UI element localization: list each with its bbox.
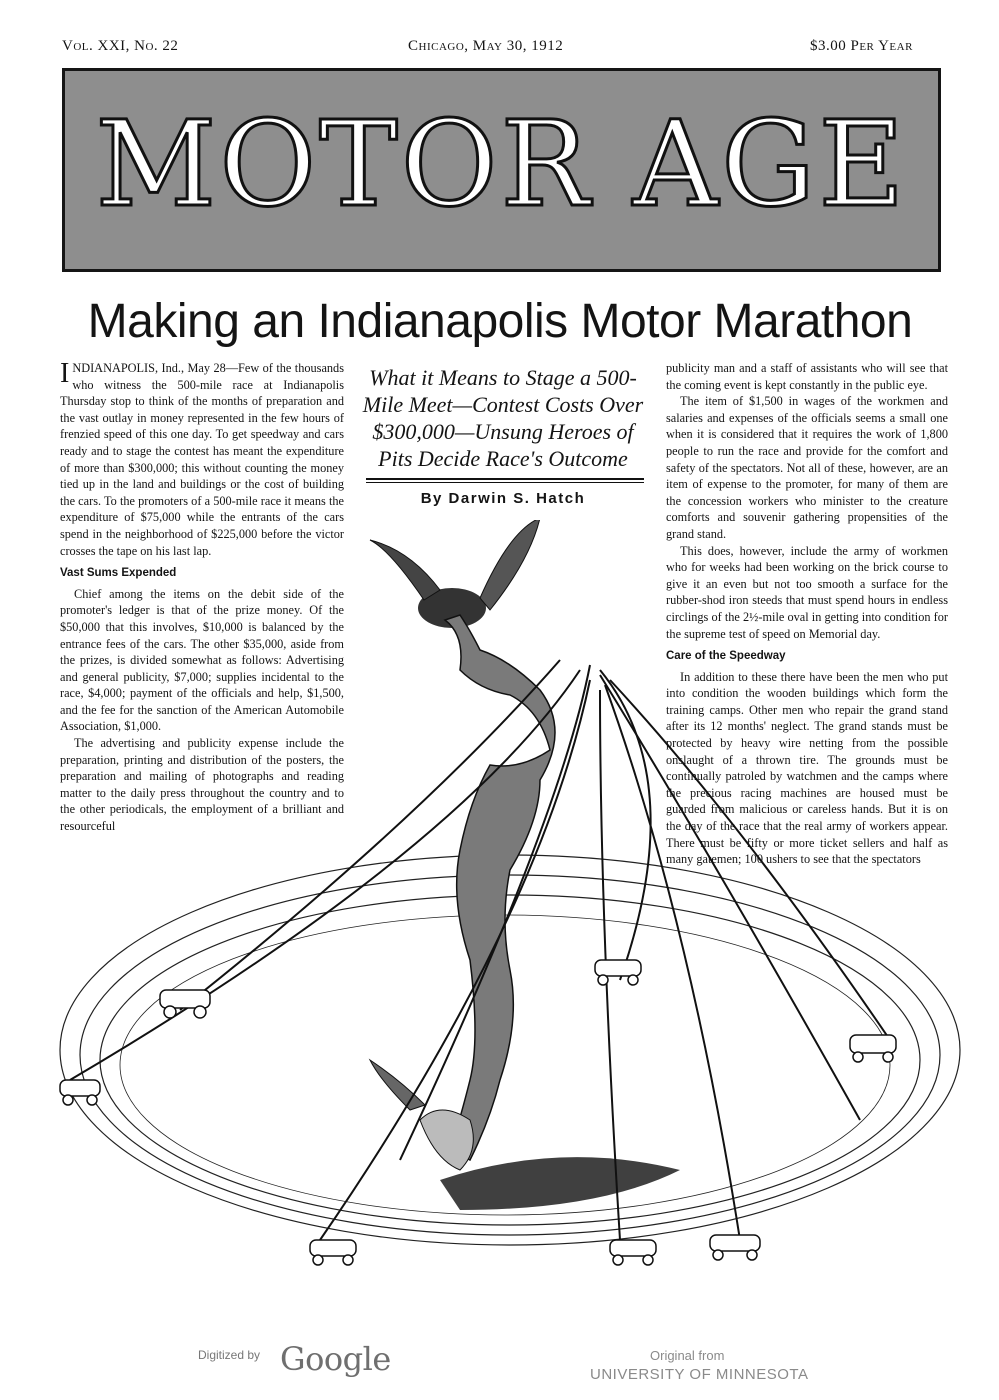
race-car-icon xyxy=(710,1235,760,1260)
deck-rule-thin xyxy=(366,482,644,483)
race-car-icon xyxy=(595,960,641,985)
winged-helmet-icon xyxy=(370,520,540,628)
left-paragraph-2: Chief among the items on the debit side of the promoter's ledger is that of the prize money. Of the $50,000 that this involves, $10,000 is balanced by the entrance fees of the cars. The other $35,000, aside from the prizes, is divided somewhat as follows: Advertising and general publicity, $7,000; supplies incidental to the race, $4,000; payment of the officials and help, $1,500, and the fee for the sanction of the American Automobile Association, $1,000. xyxy=(60,586,344,734)
right-paragraph-1: publicity man and a staff of assistants who will see that the coming event is kept constantly in the public eye. xyxy=(666,361,948,392)
mercury-illustration xyxy=(40,520,970,1310)
race-car-icon xyxy=(610,1240,656,1265)
race-car-icon xyxy=(60,1080,100,1105)
deck-rule xyxy=(366,478,644,480)
masthead xyxy=(62,68,941,272)
digitized-label: Digitized by xyxy=(198,1348,261,1362)
drop-cap: I xyxy=(60,358,70,389)
google-logo: Google xyxy=(280,1340,391,1378)
left-paragraph-3: The advertising and publicity expense include the preparation, printing and distribution of the posters, the preparation and mailing of photographs and reading matter to the daily press throughout the country and to the other periodicals, the employment of a brilliant and resourceful xyxy=(60,736,344,834)
race-car-icon xyxy=(160,990,210,1018)
figure-shadow xyxy=(440,1157,680,1210)
university-name: UNIVERSITY OF MINNESOTA xyxy=(590,1366,809,1383)
dateline: Chicago, May 30, 1912 xyxy=(408,38,564,54)
subscription-price: $3.00 Per Year xyxy=(810,38,913,54)
left-paragraph-1-text: NDIANAPOLIS, Ind., May 28—Few of the thousands who witness the 500-mile race at Indianapolis Thursday stop to think of the months of preparation and the vast outlay in money represented in the few hours of frenzied speed of this one day. To get speedway and cars ready and to stage the contest has meant the expenditure of more than $300,000; this without counting the money tied up in the land and buildings or the cost of building the cars. To the promoters of a 500-mile race it means the expenditure of $75,000 while the entrants of the cars spend in the neighborhood of $225,000 before the victor crosses the tape on his last lap. xyxy=(60,361,344,558)
right-paragraph-4: In addition to these there have been the men who put into condition the wooden buildings which form the training camps. Other men who repair the grand stand after its 12 months' neglect. The grand stands must be protected by heavy wire netting from the possible onslaught of a thrown tire. The grounds must be continually patroled by watchmen and the camps where the precious racing machines are housed must be guarded from malicious or careless hands. But it is on the day of the race that the real army of workers appear. There must be fifty or more ticket sellers and half as many gatemen; 100 ushers to see that the spectators xyxy=(666,669,948,867)
race-car-icon xyxy=(850,1035,896,1062)
subhead-care-of-speedway: Care of the Speedway xyxy=(666,650,786,663)
masthead-title: MOTOR AGE xyxy=(95,95,908,233)
right-paragraph-3: This does, however, include the army of workmen who for weeks had been working on the brick course to give it an even but not too smooth a surface for the rubber-shod iron steeds that must spend hours in endless circlings of the 2½-mile oval in getting into condition for the supreme test of speed on Memorial day. xyxy=(666,543,948,641)
byline: By Darwin S. Hatch xyxy=(420,490,586,507)
race-car-icon xyxy=(310,1240,356,1265)
article-headline: Making an Indianapolis Motor Marathon xyxy=(87,295,913,348)
subhead-vast-sums: Vast Sums Expended xyxy=(60,567,177,580)
original-from-label: Original from xyxy=(650,1348,725,1363)
volume-number: Vol. XXI, No. 22 xyxy=(62,38,179,54)
right-paragraph-2: The item of $1,500 in wages of the workmen and salaries and expenses of the officials seems a small one when it is considered that it requires the work of 1,800 people to run the race and provide for the comfort and safety of the spectators. Not all of these, however, are an item of expense to the promoter, for many of them are the concession workers who minister to the creature comforts and souvenir gathering propensities of the grand stand. xyxy=(666,394,948,541)
article-deck: What it Means to Stage a 500-Mile Meet—Contest Costs Over $300,000—Unsung Heroes of Pits Decide Race's Outcome xyxy=(362,365,644,471)
figure-body xyxy=(445,615,555,1160)
